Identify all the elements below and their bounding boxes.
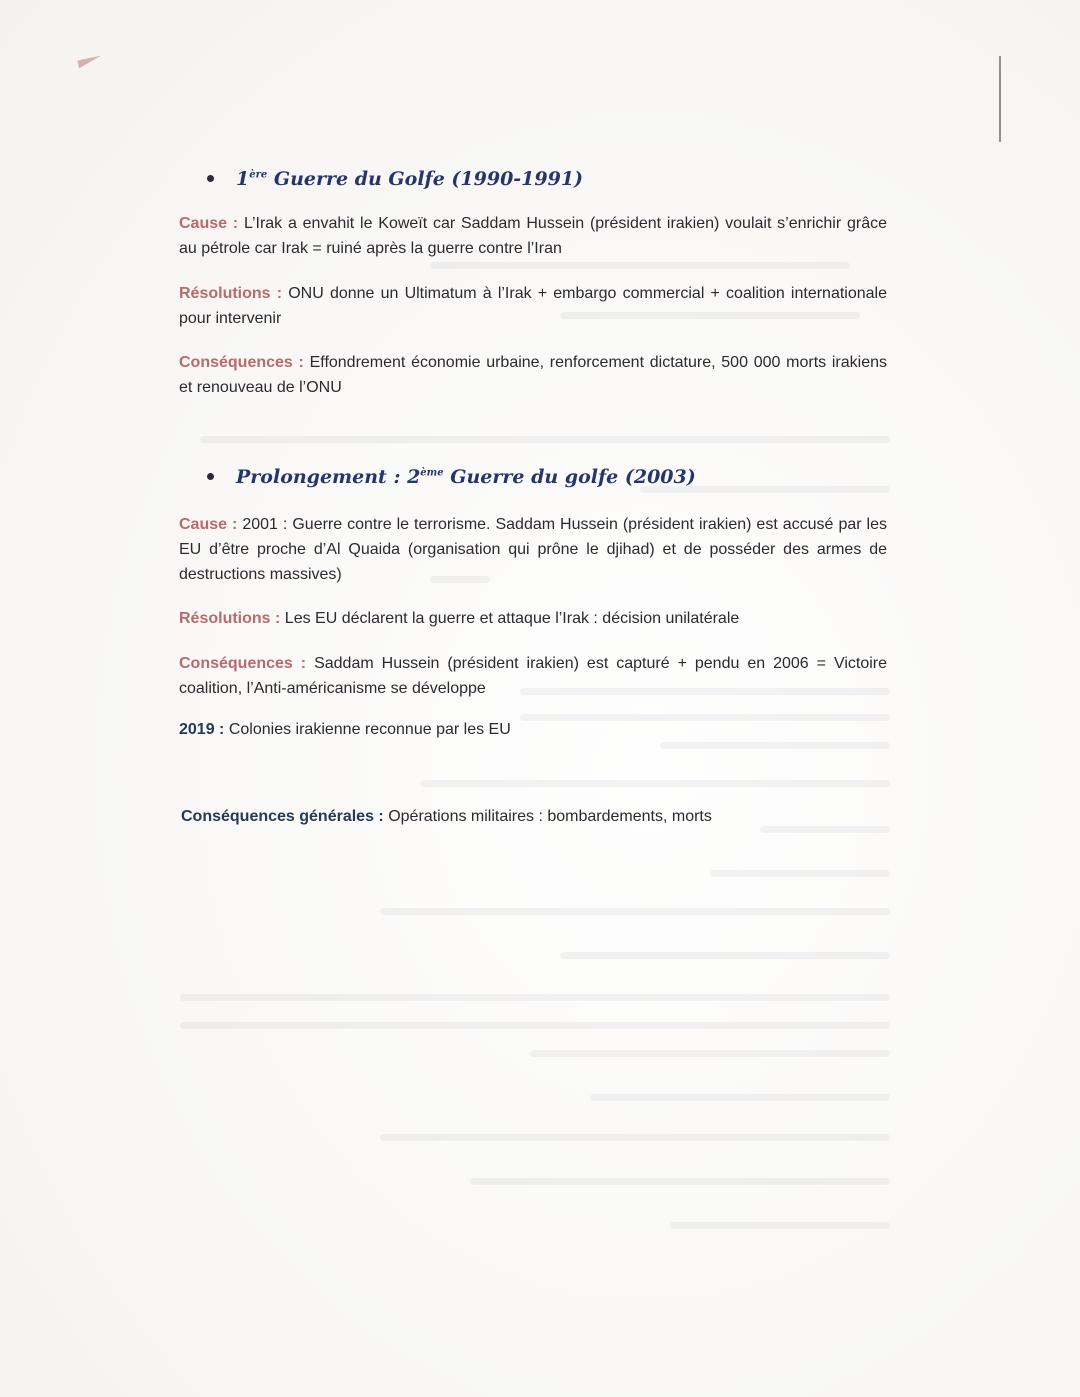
show-through-line: [710, 870, 890, 877]
section-2-year-note: [179, 717, 887, 742]
section-2-heading: Prolongement : 2ème Guerre du golfe (2003): [207, 466, 696, 488]
section-1-resolutions: [179, 281, 887, 331]
show-through-line: [670, 1222, 890, 1229]
page-edge-line: [999, 56, 1001, 142]
show-through-line: [380, 1134, 890, 1141]
section-2-resolutions: [179, 606, 887, 631]
consequences-label: Conséquences :: [179, 354, 304, 371]
consequences-text: Saddam Hussein (président irakien) est capturé + pendu en 2006 = Victoire coalition, l’Anti-américanisme se développe: [179, 655, 887, 697]
cause-label: Cause :: [179, 215, 239, 232]
cause-text: 2001 : Guerre contre le terrorisme. Saddam Hussein (président irakien) est accusé par les EU d’être proche d’Al Quaida (organisation qui prône le djihad) et de posséder des armes de destructions massives): [179, 516, 888, 583]
bullet-icon: [207, 175, 214, 182]
resolutions-label: Résolutions :: [179, 285, 283, 302]
general-consequences-label: Conséquences générales :: [181, 808, 384, 825]
show-through-line: [590, 1094, 890, 1101]
year-label: 2019 :: [179, 721, 225, 738]
resolutions-text: ONU donne un Ultimatum à l’Irak + embargo commercial + coalition internationale pour intervenir: [179, 285, 887, 327]
section-2-cause: [179, 512, 887, 587]
resolutions-text: Les EU déclarent la guerre et attaque l’Irak : décision unilatérale: [284, 610, 740, 627]
corner-mark: [77, 56, 102, 69]
consequences-text: Effondrement économie urbaine, renforcement dictature, 500 000 morts irakiens et renouveau de l’ONU: [179, 354, 887, 396]
show-through-line: [180, 1022, 890, 1029]
year-text: Colonies irakienne reconnue par les EU: [228, 721, 511, 738]
section-2-consequences: [179, 651, 887, 701]
show-through-line: [560, 952, 890, 959]
show-through-line: [180, 994, 890, 1001]
show-through-line: [530, 1050, 890, 1057]
show-through-line: [380, 908, 890, 915]
show-through-line: [200, 436, 890, 443]
cause-text: L’Irak a envahit le Koweït car Saddam Hussein (président irakien) voulait s’enrichir grâce au pétrole car Irak = ruiné après la guerre contre l’Iran: [179, 215, 888, 257]
cause-label: Cause :: [179, 516, 238, 533]
section-1-consequences: [179, 350, 887, 400]
general-consequences-text: Opérations militaires : bombardements, morts: [388, 808, 712, 825]
section-1-heading: 1ère Guerre du Golfe (1990-1991): [207, 168, 583, 190]
general-consequences: [181, 804, 889, 829]
bullet-icon: [207, 473, 214, 480]
show-through-line: [420, 780, 890, 787]
section-1-cause: [179, 211, 887, 261]
consequences-label: Conséquences :: [179, 655, 307, 672]
show-through-line: [660, 742, 890, 749]
show-through-line: [430, 262, 850, 269]
resolutions-label: Résolutions :: [179, 610, 281, 627]
show-through-line: [470, 1178, 890, 1185]
